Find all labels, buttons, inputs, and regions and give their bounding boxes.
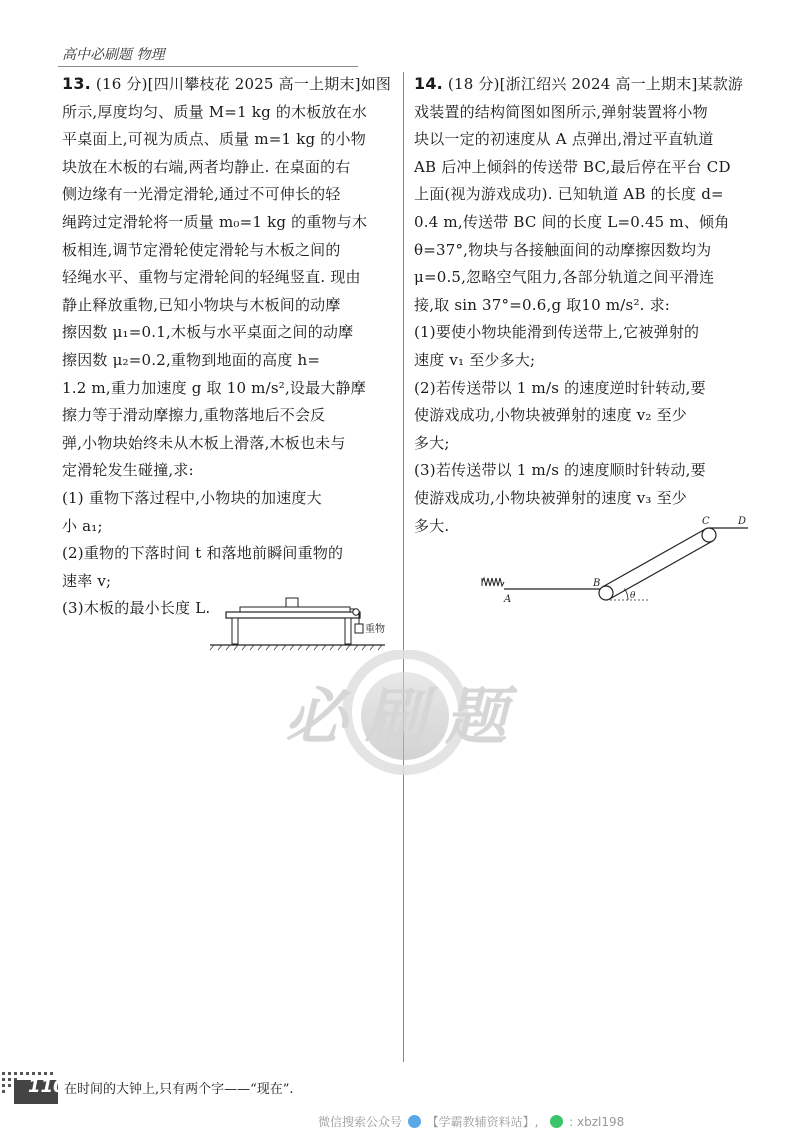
header-rule (58, 66, 358, 67)
sub-line: 多大. (414, 516, 450, 535)
running-header: 高中必刷题 物理 (62, 47, 165, 63)
credit-account: 【学霸教辅资料站】, (426, 1115, 539, 1129)
watermark-text: 必刷题 (284, 680, 526, 753)
belt-upper (603, 529, 706, 587)
stem-line: 擦因数 μ₁=0.1,木板与水平桌面之间的动摩 (62, 323, 354, 342)
stem-line: 擦因数 μ₂=0.2,重物到地面的高度 h= (62, 350, 321, 369)
q14-diagram (478, 512, 753, 604)
sub-line: 使游戏成功,小物块被弹射的速度 v₃ 至少 (414, 488, 687, 507)
page-number-text: 110 (28, 1076, 66, 1097)
small-block (286, 598, 298, 607)
label-c: C (702, 516, 710, 527)
account-icon (408, 1115, 421, 1128)
stem-line: 弹,小物块始终未从木板上滑落,木板也未与 (62, 433, 346, 452)
spring-icon (482, 578, 504, 586)
pulley-icon (353, 609, 359, 615)
question-number: 14. (414, 74, 443, 93)
watermark-logo (255, 650, 555, 780)
stem-line: 1.2 m,重力加速度 g 取 10 m/s²,设最大静摩 (62, 378, 366, 397)
sub-question-1 (414, 319, 752, 374)
stem-line: 块放在木板的右端,两者均静止. 在桌面的右 (62, 157, 351, 176)
label-theta: θ (630, 591, 636, 601)
question-number: 13. (62, 74, 91, 93)
credit-prefix: 微信搜索公众号 (318, 1115, 403, 1129)
question-13-stem (62, 70, 394, 99)
stem-line: 块以一定的初速度从 A 点弹出,滑过平直轨道 (414, 130, 714, 149)
stem-line: 静止释放重物,已知小物块与木板间的动摩 (62, 295, 341, 314)
column-divider (403, 72, 404, 1062)
sub-question-2 (62, 540, 394, 595)
page-number (28, 1076, 66, 1097)
stem-line: 0.4 m,传送带 BC 间的长度 L=0.45 m、倾角 (414, 212, 730, 231)
table-top (226, 612, 360, 618)
sub-line: 使游戏成功,小物块被弹射的速度 v₂ 至少 (414, 406, 687, 425)
wechat-icon (550, 1115, 563, 1128)
footer-motto: 在时间的大钟上,只有两个字——“现在”. (64, 1082, 294, 1097)
stem-line: 轻绳水平、重物与定滑轮间的轻绳竖直. 现由 (62, 268, 361, 287)
sub-line: (2)重物的下落时间 t 和落地前瞬间重物的 (62, 544, 344, 563)
sub-line: 多大; (414, 433, 450, 452)
sub-line: 速度 v₁ 至少多大; (414, 350, 536, 369)
label-b: B (593, 578, 601, 589)
stem-line: (18 分)[浙江绍兴 2024 高一上期末]某款游 (447, 75, 744, 93)
weight-label: 重物 (365, 624, 385, 635)
sub-line: (3)若传送带以 1 m/s 的速度顺时针转动,要 (414, 461, 706, 480)
credit-id: : xbzl198 (569, 1115, 625, 1129)
wooden-board (240, 607, 350, 612)
sub-line: 速率 v; (62, 571, 112, 590)
stem-line: (16 分)[四川攀枝花 2025 高一上期末]如图 (95, 75, 392, 93)
sub-question-1 (62, 485, 394, 540)
sub-question-3: (3)木板的最小长度 L. (62, 599, 211, 618)
stem-line: 定滑轮发生碰撞,求: (62, 461, 194, 480)
question-14 (414, 70, 752, 540)
sub-line: 小 a₁; (62, 516, 103, 535)
sub-line: (2)若传送带以 1 m/s 的速度逆时针转动,要 (414, 378, 706, 397)
hanging-weight (355, 624, 363, 633)
stem-line: 平桌面上,可视为质点、质量 m=1 kg 的小物 (62, 130, 366, 149)
question-14-stem (414, 70, 752, 99)
stem-line: 侧边缘有一光滑定滑轮,通过不可伸长的轻 (62, 185, 341, 204)
sub-line: (1) 重物下落过程中,小物块的加速度大 (62, 488, 322, 507)
stem-line: 绳跨过定滑轮将一质量 m₀=1 kg 的重物与木 (62, 212, 368, 231)
sub-line: (1)要使小物块能滑到传送带上,它被弹射的 (414, 323, 700, 342)
question-13 (62, 70, 394, 623)
stem-line: 戏装置的结构简图如图所示,弹射装置将小物 (414, 102, 708, 121)
stem-line: 上面(视为游戏成功). 已知轨道 AB 的长度 d= (414, 185, 724, 204)
table-leg-left (232, 618, 238, 644)
stem-line: 板相连,调节定滑轮使定滑轮与木板之间的 (62, 240, 341, 259)
sub-question-2 (414, 375, 752, 458)
stem-line: 接,取 sin 37°=0.6,g 取10 m/s². 求: (414, 295, 671, 314)
stem-line: θ=37°,物块与各接触面间的动摩擦因数均为 (414, 240, 712, 259)
footer-credit (318, 1113, 624, 1130)
label-a: A (504, 594, 512, 604)
stem-line: AB 后冲上倾斜的传送带 BC,最后停在平台 CD (414, 157, 731, 176)
label-d: D (738, 516, 747, 527)
stem-line: 擦力等于滑动摩擦力,重物落地后不会反 (62, 406, 326, 425)
stem-line: μ=0.5,忽略空气阻力,各部分轨道之间平滑连 (414, 268, 715, 287)
q13-diagram (200, 588, 400, 654)
belt-lower (609, 541, 712, 599)
stem-line: 所示,厚度均匀、质量 M=1 kg 的木板放在水 (62, 102, 368, 121)
table-leg-right (345, 618, 351, 644)
